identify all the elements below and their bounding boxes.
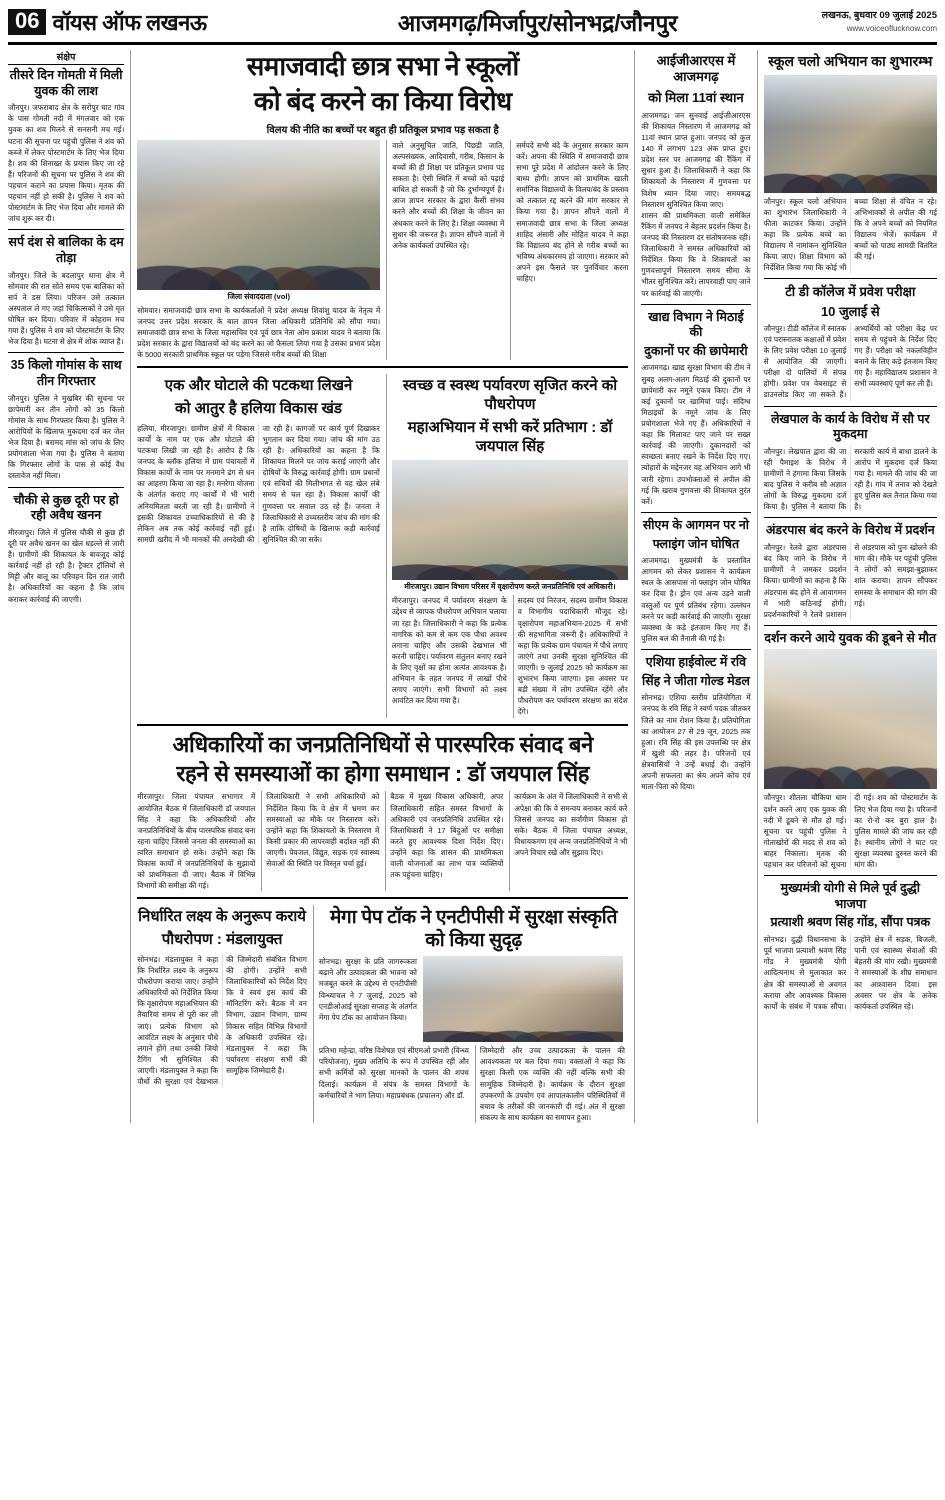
- column-azamgarh: [634, 50, 750, 1123]
- website-url: www.voiceoflucknow.com: [846, 24, 937, 34]
- body-text: जौनपुर। जिले के बदलापुर थाना क्षेत्र में सोमवार की रात सोते समय एक बालिका को सर्प ने डस लिया। परिजन उसे तत्काल अस्पताल ले गए जहां चिकित्सकों ने उसे मृत घोषित कर दिया। परिवार में कोहराम मच गया है। पुलिस ने शव को पोस्टमार्टम के लिए भेज दिया है। घटना से क्षेत्र में शोक व्याप्त है।: [8, 270, 125, 347]
- school-photo: [764, 75, 937, 193]
- headline: चौकी से कुछ दूरी पर हो रही अवैध खनन: [13, 492, 119, 523]
- body-text: वाले अनुसूचित जाति, पिछड़ी जाति, अल्पसंख्यक, आदिवासी, गरीब, किसान के बच्चों की ही शिक्षा पर प्रतिकूल प्रभाव पड़ सकता है। ऐसी स्थिति में बच्चों को पढ़ाई बाधित हो सकती है जो कि दुर्भाग्यपूर्ण है। आज ज्ञापन सरकार के द्वारा कैसी संभव करने और बच्चों की शिक्षा के जीवन का अंधकार करने के लिए है। शिक्षा व्यवस्था में सुधार की जरूरत है। ज्ञापन सौंपने वालों में अनेक कार्यकर्ता उपस्थित रहे।: [392, 140, 505, 250]
- body-text: सोनभद्र। मंडलायुक्त ने कहा कि निर्धारित लक्ष्य के अनुरूप पौधरोपण कराया जाए। उन्होंने अधिकारियों को निर्देशित किया कि वृक्षारोपण महाअभियान की तैयारियां समय से पूरी कर ली जाएं। प्रत्येक विभाग को आवंटित लक्ष्य के अनुसार पौधे लगाने होंगे तथा उनकी जियो टैगिंग भी सुनिश्चित की जाएगी। मंडलायुक्त ने कहा कि पौधों की सुरक्षा एवं देखभाल की जिम्मेदारी संबंधित विभाग की होगी। उन्होंने सभी जिलाधिकारियों को निर्देश दिए कि वे स्वयं इस कार्य की मॉनिटरिंग करें। बैठक में वन विभाग, उद्यान विभाग, ग्राम्य विकास सहित विभिन्न विभागों के अधिकारी उपस्थित रहे। मंडलायुक्त ने कहा कि पर्यावरण संरक्षण सभी की सामूहिक जिम्मेदारी है।: [137, 954, 307, 1087]
- story-gold-medal: [641, 655, 750, 792]
- body-text: मीरजापुर। जनपद में पर्यावरण संरक्षण के उद्देश्य से व्यापक पौधरोपण अभियान चलाया जा रहा है। जिलाधिकारी ने कहा कि प्रत्येक नागरिक को कम से कम एक पौधा अवश्य लगाना चाहिए और उसकी देखभाल भी करनी चाहिए। पर्यावरण संतुलन बनाए रखने के लिए वृक्षों का होना अत्यंत आवश्यक है। अभियान के तहत जनपद में लाखों पौधे लगाए जाएंगे। सभी विभागों को लक्ष्य आवंटित कर दिया गया है।: [391, 596, 507, 706]
- headline-line1: स्वच्छ व स्वस्थ पर्यावरण सृजित करने को पौधरोपण: [402, 377, 618, 414]
- body-text: आजमगढ़। जन सुनवाई आईजीआरएस की शिकायत निस्तारण में आजमगढ़ को 11वां स्थान प्राप्त हुआ। जनपद को कुल 140 में लगभग 123 अंक प्राप्त हुए। प्रदेश स्तर पर आजमगढ़ की रैंकिंग में सुधार हुआ है। जिलाधिकारी ने कहा कि शिकायतों के निस्तारण में गुणवत्ता पर विशेष ध्यान दिया जाए। समयबद्ध निस्तारण सुनिश्चित किया जाए।: [641, 110, 751, 209]
- brief-story-3: [8, 358, 124, 481]
- headline-line2: रहने से समस्याओं का होगा समाधान : डॉ जयपाल सिंह: [176, 761, 590, 787]
- body-text: सोनभद्र। सुरक्षा के प्रति जागरूकता बढ़ाने और उत्पादकता की भावना को मजबूत करने के उद्देश्य से एनटीपीसी विन्ध्याचल ने 7 जुलाई, 2025 को एनडीओआई सुरक्षा सप्ताह के अंतर्गत मेगा पेप टॉक का आयोजन किया।: [318, 957, 417, 1022]
- story-school-chalo: [764, 53, 937, 273]
- headline-line2: को आतुर है हलिया विकास खंड: [175, 400, 342, 418]
- body-text: सर्मपदे सभी बंदे के अनुसार सरकार काम करें। अपना की स्थिति में समाजवादी छात्र सभा पूरे प्रदेश में आंदोलन करने के लिए बाध्य होगी। ज्ञापन को प्राथमिक खाती सर्मानिक विद्यालयों के विलय/बंद के प्रस्ताव को तत्काल रद्द करने की मांग सरकार से किया गया है। ज्ञापन सौंपने वालों में समाजवादी छात्र सभा के जिला अध्यक्ष शाहिद अंसारी और मोहित यादव ने कहा कि विद्यालय बंद होने से गरीब बच्चों का भविष्य अंधकारमय हो जाएगा। सरकार को अपने इस फैसले पर पुनर्विचार करना चाहिए।: [516, 140, 629, 284]
- mid-section: [137, 374, 628, 717]
- headline-line1: अधिकारियों का जनप्रतिनिधियों से पारस्परिक संवाद बने: [172, 731, 594, 757]
- lead-photo: [137, 140, 380, 290]
- story-td-college: [764, 284, 937, 400]
- lead-headline-line1: समाजवादी छात्र सभा ने स्कूलों: [246, 51, 519, 81]
- headline-line1: निर्धारित लक्ष्य के अनुरूप कराये: [138, 908, 306, 926]
- headline-line2: फ्लाइंग जोन घोषित: [652, 536, 740, 551]
- dateline: लखनऊ, बुधवार 09 जुलाई 2025: [821, 9, 937, 21]
- headline-line2: को मिला 11वां स्थान: [648, 89, 744, 105]
- headline-line2: सिंह ने जीता गोल्ड मेडल: [641, 673, 750, 688]
- masthead-left: [8, 7, 288, 37]
- body-text: जौनपुर। टीडी कॉलेज में स्नातक एवं परास्नातक कक्षाओं में प्रवेश के लिए प्रवेश परीक्षा 10 जुलाई से आयोजित की जाएगी। परीक्षा दो पालियों में संपन्न होगी। प्रवेश पत्र वेबसाइट से डाउनलोड किए जा सकते हैं। अभ्यर्थियों को परीक्षा केंद्र पर समय से पहुंचने के निर्देश दिए गए हैं। परीक्षा को नकलविहीन बनाने के लिए कड़े इंतजाम किए गए हैं। महाविद्यालय प्रशासन ने सभी व्यवस्थाएं पूर्ण कर ली हैं।: [763, 323, 937, 400]
- body-text: जौनपुर। रेलवे द्वारा अंडरपास बंद किए जाने के विरोध में ग्रामीणों ने जमकर प्रदर्शन किया। ग्रामीणों का कहना है कि अंडरपास बंद होने से आवागमन में भारी कठिनाई होगी। प्रदर्शनकारियों ने रेलवे प्रशासन से अंडरपास को पुनः खोलने की मांग की। मौके पर पहुंची पुलिस ने लोगों को समझा-बुझाकर शांत कराया। ज्ञापन सौंपकर समस्या के समाधान की मांग की गई।: [763, 543, 937, 619]
- body-text: कार्यक्रम के अंत में जिलाधिकारी ने सभी से अपेक्षा की कि वे समन्वय बनाकर कार्य करें जिससे जनपद का सर्वांगीण विकास हो सके। बैठक में जिला पंचायत अध्यक्ष, विधायकगण एवं अन्य जनप्रतिनिधियों ने भी अपने विचार रखे और सुझाव दिए।: [514, 792, 628, 857]
- headline: 35 किलो गोमांस के साथ तीन गिरफ्तार: [10, 358, 122, 389]
- body-text: जौनपुर। पुलिस ने मुखबिर की सूचना पर छापेमारी कर तीन लोगों को 35 किलो गोमांस के साथ गिरफ्तार किया है। पुलिस ने आरोपियों के खिलाफ मुकदमा दर्ज कर जेल भेज दिया है। बरामद मांस को जांच के लिए प्रयोगशाला भेजा गया है। पुलिस ने बताया कि गिरफ्तार लोगों के पास से कोई वैध दस्तावेज नहीं मिला।: [8, 393, 125, 481]
- section-title: आजमगढ़/मिर्जापुर/सोनभद्र/जौनपुर: [397, 10, 678, 36]
- headline-line2: प्रत्याशी श्रवण सिंह गोंड, सौंपा पत्रक: [770, 915, 931, 930]
- masthead: [8, 6, 937, 45]
- mid-photo: [392, 460, 629, 580]
- story-lekhpal: [764, 412, 937, 513]
- headline-line1: सीएम के आगमन पर नो: [642, 517, 750, 532]
- story-igrs: [641, 53, 750, 299]
- body-text: सोनभद्र। दुद्धी विधानसभा के पूर्व भाजपा प्रत्याशी श्रवण सिंह गोंड ने मुख्यमंत्री योगी आदित्यनाथ से मुलाकात कर क्षेत्र की समस्याओं से अवगत कराया और आवश्यक विकास कार्यों के संबंध में पत्रक सौंपा। उन्होंने क्षेत्र में सड़क, बिजली, पानी एवं स्वास्थ्य सेवाओं की बेहतरी की मांग रखी। मुख्यमंत्री ने समस्याओं के शीघ्र समाधान का आश्वासन दिया। इस अवसर पर क्षेत्र के अनेक कार्यकर्ता उपस्थित रहे।: [763, 935, 937, 1011]
- brief-story-4: [8, 493, 124, 605]
- body-text: मीरजापुर। जिले में पुलिस चौकी से कुछ ही दूरी पर अवैध खनन का खेल धड़ल्ले से जारी है। ग्रामीणों की शिकायत के बावजूद कोई कार्रवाई नहीं हो रही है। ट्रैक्टर ट्रॉलियों से मिट्टी और बालू का परिवहन दिन रात जारी है। अधिकारियों का कहना है कि जांच कराकर कार्रवाई की जाएगी।: [8, 527, 125, 604]
- photo-credit: जिला संवाददाता (vol): [227, 291, 291, 301]
- page-columns: [8, 50, 937, 1123]
- brand-title: वॉयस ऑफ लखनऊ: [52, 10, 207, 35]
- lead-headline-line2: को बंद करने का किया विरोध: [253, 85, 512, 116]
- story-drowning: [764, 631, 937, 870]
- headline: लेखपाल के कार्य के विरोध में सौ पर मुकदमा: [770, 411, 930, 442]
- headline: दर्शन करने आये युवक की डूबने से मौत: [764, 630, 937, 645]
- headline-line2: महाअभियान में सभी करें प्रतिभाग : डॉ जयपाल सिंह: [407, 418, 613, 455]
- body-text: जौनपुर। जफराबाद क्षेत्र के सरोपुर घाट गांव के पास गोमती नदी में मंगलवार को एक युवक का शव मिलने से सनसनी मच गई। घटना की सूचना पर पहुंची पुलिस ने शव को कब्जे में लेकर पोस्टमार्टम के लिए भेज दिया है। शव की शिनाख्त के प्रयास किए जा रहे हैं। परिजनों की सूचना पर पुलिस ने शव की पहचान कराने का प्रयास किया। मृतक की पहचान नहीं हो सकी है। पुलिस ने शव को पोस्टमार्टम के लिए भेज दिया और मामले की जांच शुरू कर दी।: [8, 103, 125, 224]
- headline-line1: एशिया हाईवोल्ट में रवि: [645, 655, 747, 670]
- masthead-right: [787, 9, 937, 35]
- lead-story: [137, 52, 628, 360]
- headline: मेगा पेप टॉक ने एनटीपीसी में सुरक्षा संस्कृति को किया सुदृढ़: [329, 907, 618, 951]
- body-text: हलिया, मीरजापुर। ग्रामीण क्षेत्रों में विकास कार्यों के नाम पर एक और घोटाले की पटकथा लिखी जा रही है। आरोप है कि जनपद के ब्लॉक हलिया में ग्राम पंचायतों में विकास कार्यों के नाम पर मनमाने ढंग से धन का आहरण किया जा रहा है। मनरेगा योजना के अंतर्गत कराए गए कार्यों में भी भारी अनियमितता बरती जा रही है। ग्रामीणों ने इसकी शिकायत उच्चाधिकारियों से की है लेकिन अब तक कोई कार्रवाई नहीं हुई। सामग्री खरीद में भी मानकों की अनदेखी की जा रही है। कागजों पर कार्य पूर्ण दिखाकर भुगतान कर दिया गया। जांच की मांग उठ रही है। अधिकारियों का कहना है कि शिकायत मिलने पर जांच कराई जाएगी और दोषियों के विरुद्ध कार्रवाई होगी। ग्राम प्रधानों एवं सचिवों की मिलीभगत से यह खेल लंबे समय से चल रहा है। विकास कार्यों की गुणवत्ता पर सवाल उठ रहे हैं। जनता ने जिलाधिकारी से उच्चस्तरीय जांच की मांग की है ताकि दोषियों के खिलाफ कड़ी कार्रवाई सुनिश्चित की जा सके।: [137, 423, 380, 544]
- headline-line1: खाद्य विभाग ने मिठाई की: [648, 309, 744, 340]
- body-text: जिम्मेदारी और उच्च उत्पादकता के पालन की आवश्यकता पर बल दिया गया। वक्ताओं ने कहा कि सुरक्षा किसी एक व्यक्ति की नहीं बल्कि सभी की सामूहिक जिम्मेदारी है। कार्यक्रम के दौरान सुरक्षा उपकरणों के उपयोग एवं आपातकालीन परिस्थितियों में बचाव के तरीकों की जानकारी दी गई। अंत में सुरक्षा संकल्प के साथ कार्यक्रम का समापन हुआ।: [479, 1046, 625, 1122]
- body-text: जौनपुर। स्कूल चलो अभियान का शुभारंभ जिलाधिकारी ने फीता काटकर किया। उन्होंने कहा कि प्रत्येक बच्चे का विद्यालय में नामांकन सुनिश्चित किया जाए। शिक्षा विभाग को निर्देशित किया गया कि कोई भी बच्चा शिक्षा से वंचित न रहे। अभिभावकों से अपील की गई कि वे अपने बच्चों को नियमित विद्यालय भेजें। कार्यक्रम में बच्चों को पाठ्य सामग्री वितरित की गई।: [763, 196, 937, 273]
- body-text: सोनभद्र। एशिया स्तरीय प्रतियोगिता में जनपद के रवि सिंह ने स्वर्ण पदक जीतकर जिले का नाम रोशन किया है। प्रतियोगिता का आयोजन 27 से 29 जून, 2025 तक हुआ। रवि सिंह की इस उपलब्धि पर क्षेत्र में खुशी की लहर है। परिजनों एवं क्षेत्रवासियों ने उन्हें बधाई दी। उन्होंने अपनी सफलता का श्रेय अपने कोच एवं माता-पिता को दिया।: [641, 693, 751, 792]
- bottom-row: [137, 905, 628, 1123]
- body-text: सदस्य एवं निरंजन, सदस्य ग्रामीण विकास व विभागीय पदाधिकारी मौजूद रहे। वृक्षारोपण महाअभियान-2025 में सभी की सहभागिता जरूरी है। अधिकारियों ने कहा कि प्रत्येक ग्राम पंचायत में पौधे लगाए जाएंगे तथा उनकी सुरक्षा सुनिश्चित की जाएगी। 9 जुलाई 2025 को कार्यक्रम का शुभारंभ किया जाएगा। इस अवसर पर बड़ी संख्या में लोग उपस्थित रहेंगे और पौधरोपण कर पर्यावरण संरक्षण का संदेश देंगे।: [517, 596, 628, 717]
- headline: स्कूल चलो अभियान का शुभारम्भ: [768, 53, 933, 69]
- column-jaunpur: [757, 50, 937, 1123]
- mid-story-right: [386, 374, 629, 717]
- bottom-left-story: [137, 905, 307, 1123]
- body-text: आजमगढ़। मुख्यमंत्री के प्रस्तावित आगमन को लेकर प्रशासन ने कार्यक्रम स्थल के आसपास नो फ्लाइंग जोन घोषित कर दिया है। ड्रोन एवं अन्य उड़ने वाली वस्तुओं पर पूर्ण प्रतिबंध रहेगा। उल्लंघन करने पर कड़ी कार्रवाई की जाएगी। सुरक्षा व्यवस्था के कड़े इंतजाम किए गए हैं। पुलिस बल की तैनाती की गई है।: [641, 556, 751, 643]
- headline-line1: मुख्यमंत्री योगी से मिले पूर्व दुद्धी भाजपा: [780, 881, 920, 911]
- brief-story-1: [8, 68, 124, 224]
- headline: अंडरपास बंद करने के विरोध में प्रदर्शन: [765, 523, 935, 538]
- body-text: शासन की प्राथमिकता वाली समेकित रैंकिंग में जनपद ने बेहतर प्रदर्शन किया है। जनपद की निस्तारण दर संतोषजनक रही। जिलाधिकारी ने समस्त अधिकारियों को निर्देशित किया कि वे शिकायतों का गुणवत्तापूर्ण निस्तारण समय सीमा के भीतर सुनिश्चित करें। लापरवाही पाए जाने पर कार्रवाई की जाएगी।: [641, 210, 751, 298]
- headline-line1: एक और घोटाले की पटकथा लिखने: [164, 377, 353, 395]
- headline-line1: आईजीआरएस में आजमगढ़: [656, 53, 736, 85]
- brief-story-2: [8, 235, 124, 347]
- photo-caption: मीरजापुर। उद्यान विभाग परिसर में वृक्षारोपण करते जनप्रतिनिधि एवं अधिकारी।: [404, 582, 616, 592]
- headline-line2: दुकानों पर की छापेमारी: [644, 343, 748, 358]
- bottom-mid-story: [313, 905, 628, 1123]
- headline-line2: पौधरोपण : मंडलायुक्त: [161, 931, 283, 949]
- body-text: बैठक में मुख्य विकास अधिकारी, अपर जिलाधिकारी सहित समस्त विभागों के अधिकारी एवं जनप्रतिनिधि उपस्थित रहे। जिलाधिकारी ने 17 बिंदुओं पर समीक्षा करते हुए आवश्यक दिशा निर्देश दिए। उन्होंने कहा कि शासन की प्राथमिकता वाली योजनाओं का लाभ पात्र व्यक्तियों तक पहुंचना चाहिए।: [390, 792, 504, 880]
- body-text: जिलाधिकारी ने सभी अधिकारियों को निर्देशित किया कि वे क्षेत्र में भ्रमण कर समस्याओं का मौके पर निस्तारण करें। उन्होंने कहा कि शिकायतों के निस्तारण में किसी प्रकार की लापरवाही बर्दाश्त नहीं की जाएगी। पेयजल, विद्युत, सड़क एवं स्वास्थ्य सेवाओं की स्थिति पर विस्तृत चर्चा हुई।: [266, 792, 380, 869]
- story-underpass: [764, 523, 937, 619]
- body-text: मीरजापुर। जिला पंचायत सभागार में आयोजित बैठक में जिलाधिकारी डॉ जयपाल सिंह ने कहा कि अधिकारियों और जनप्रतिनिधियों के बीच पारस्परिक संवाद बना रहना चाहिए जिससे जनता की समस्याओं का त्वरित समाधान हो सके। उन्होंने कहा कि विकास कार्यों में जनप्रतिनिधियों के सुझावों को प्राथमिकता दी जाए। बैठक में विभिन्न विभागों की समीक्षा की गई।: [137, 792, 256, 891]
- body-text: जौनपुर। लेखपाल द्वारा की जा रही पैमाइश के विरोध में ग्रामीणों ने हंगामा किया जिसके बाद पुलिस ने करीब सौ अज्ञात लोगों के विरुद्ध मुकदमा दर्ज किया है। पुलिस ने बताया कि सरकारी कार्य में बाधा डालने के आरोप में मुकदमा दर्ज किया गया है। मामले की जांच की जा रही है। गांव में तनाव को देखते हुए पुलिस बल तैनात किया गया है।: [763, 446, 937, 512]
- group-photo: [423, 956, 623, 1042]
- body-text: प्रतिभा महेन्द्रा, वरिष्ठ विशेषज्ञ एवं सीएमओ प्रभारी (विन्ध्य परियोजना), मुख्य अतिथि के रूप में उपस्थित रहीं और सभी कर्मियों को सुरक्षा मानकों के पालन की शपथ दिलाई। कार्यक्रम में संयंत्र के समस्त विभागों के कर्मचारियों ने भाग लिया। महाप्रबंधक (प्रचालन) और डॉ.: [318, 1046, 469, 1100]
- headline: तीसरे दिन गोमती में मिली युवक की लाश: [9, 68, 123, 98]
- body-text: आजमगढ़। खाद्य सुरक्षा विभाग की टीम ने सुबह अलग-अलग मिठाई की दुकानों पर छापेमारी कर नमूने एकत्र किए। टीम ने कई दुकानों पर खामियां पाईं। संदिग्ध मिठाइयों के नमूने जांच के लिए प्रयोगशाला भेजे गए हैं। अधिकारियों ने कहा कि मिलावट पाए जाने पर सख्त कार्रवाई की जाएगी। दुकानदारों को स्वच्छता बनाए रखने के निर्देश दिए गए। त्योहारों के मद्देनजर यह अभियान आगे भी जारी रहेगा। उपभोक्ताओं से अपील की गई कि खराब गुणवत्ता की शिकायत तुरंत करें।: [641, 363, 751, 506]
- page-number: 06: [8, 9, 46, 35]
- headline-line2: 10 जुलाई से: [820, 303, 880, 319]
- column-main: [130, 50, 628, 1123]
- mid-story-left: [137, 374, 380, 717]
- column-briefs: [8, 50, 124, 1123]
- crowd-photo: [764, 649, 937, 789]
- body-text: जौनपुर। शीतला चौकिया धाम दर्शन करने आए एक युवक की नदी में डूबने से मौत हो गई। सूचना पर पहुंची पुलिस ने गोताखोरों की मदद से शव को बाहर निकाला। मृतक की पहचान कर परिजनों को सूचना दी गई। शव को पोस्टमार्टम के लिए भेज दिया गया है। परिजनों का रो-रो कर बुरा हाल है। पुलिस मामले की जांच कर रही है। स्थानीय लोगों ने घाट पर सुरक्षा व्यवस्था दुरुस्त करने की मांग की।: [763, 793, 937, 870]
- lead-subhead: विलय की नीति का बच्चों पर बहुत ही प्रतिकूल प्रभाव पड़ सकता है: [266, 124, 499, 136]
- bottom-wide-story: [137, 732, 628, 892]
- story-food-dept: [641, 310, 750, 507]
- body-text: सोमवार। समाजवादी छात्र सभा के कार्यकर्ताओं ने प्रदेश अध्यक्ष शिवांशु यादव के नेतृत्व में जनपद उत्तर प्रदेश सरकार के बाल ज्ञापन जिला अधिकारी प्रतिनिधि को सौंपा गया। समाजवादी छात्र सभा के जिला महासचिव एवं पूर्व छात्र नेता ओम प्रकाश यादव ने बताया कि प्रदेश सरकार के द्वारा विद्यालयों को बंद करने का जो फैसला लिया गया है उसका प्रभाव प्रदेश के 5000 सरकारी प्राथमिक स्कूल पर पड़ेगा जिससे गरीब बच्चों की शिक्षा: [137, 305, 381, 360]
- headline: सर्प दंश से बालिका के दम तोड़ा: [8, 235, 124, 266]
- story-cm-meeting: [764, 881, 937, 1012]
- headline-line1: टी डी कॉलेज में प्रवेश परीक्षा: [785, 284, 916, 300]
- briefs-kicker: संक्षेप: [8, 50, 124, 65]
- story-no-flying-zone: [641, 518, 750, 644]
